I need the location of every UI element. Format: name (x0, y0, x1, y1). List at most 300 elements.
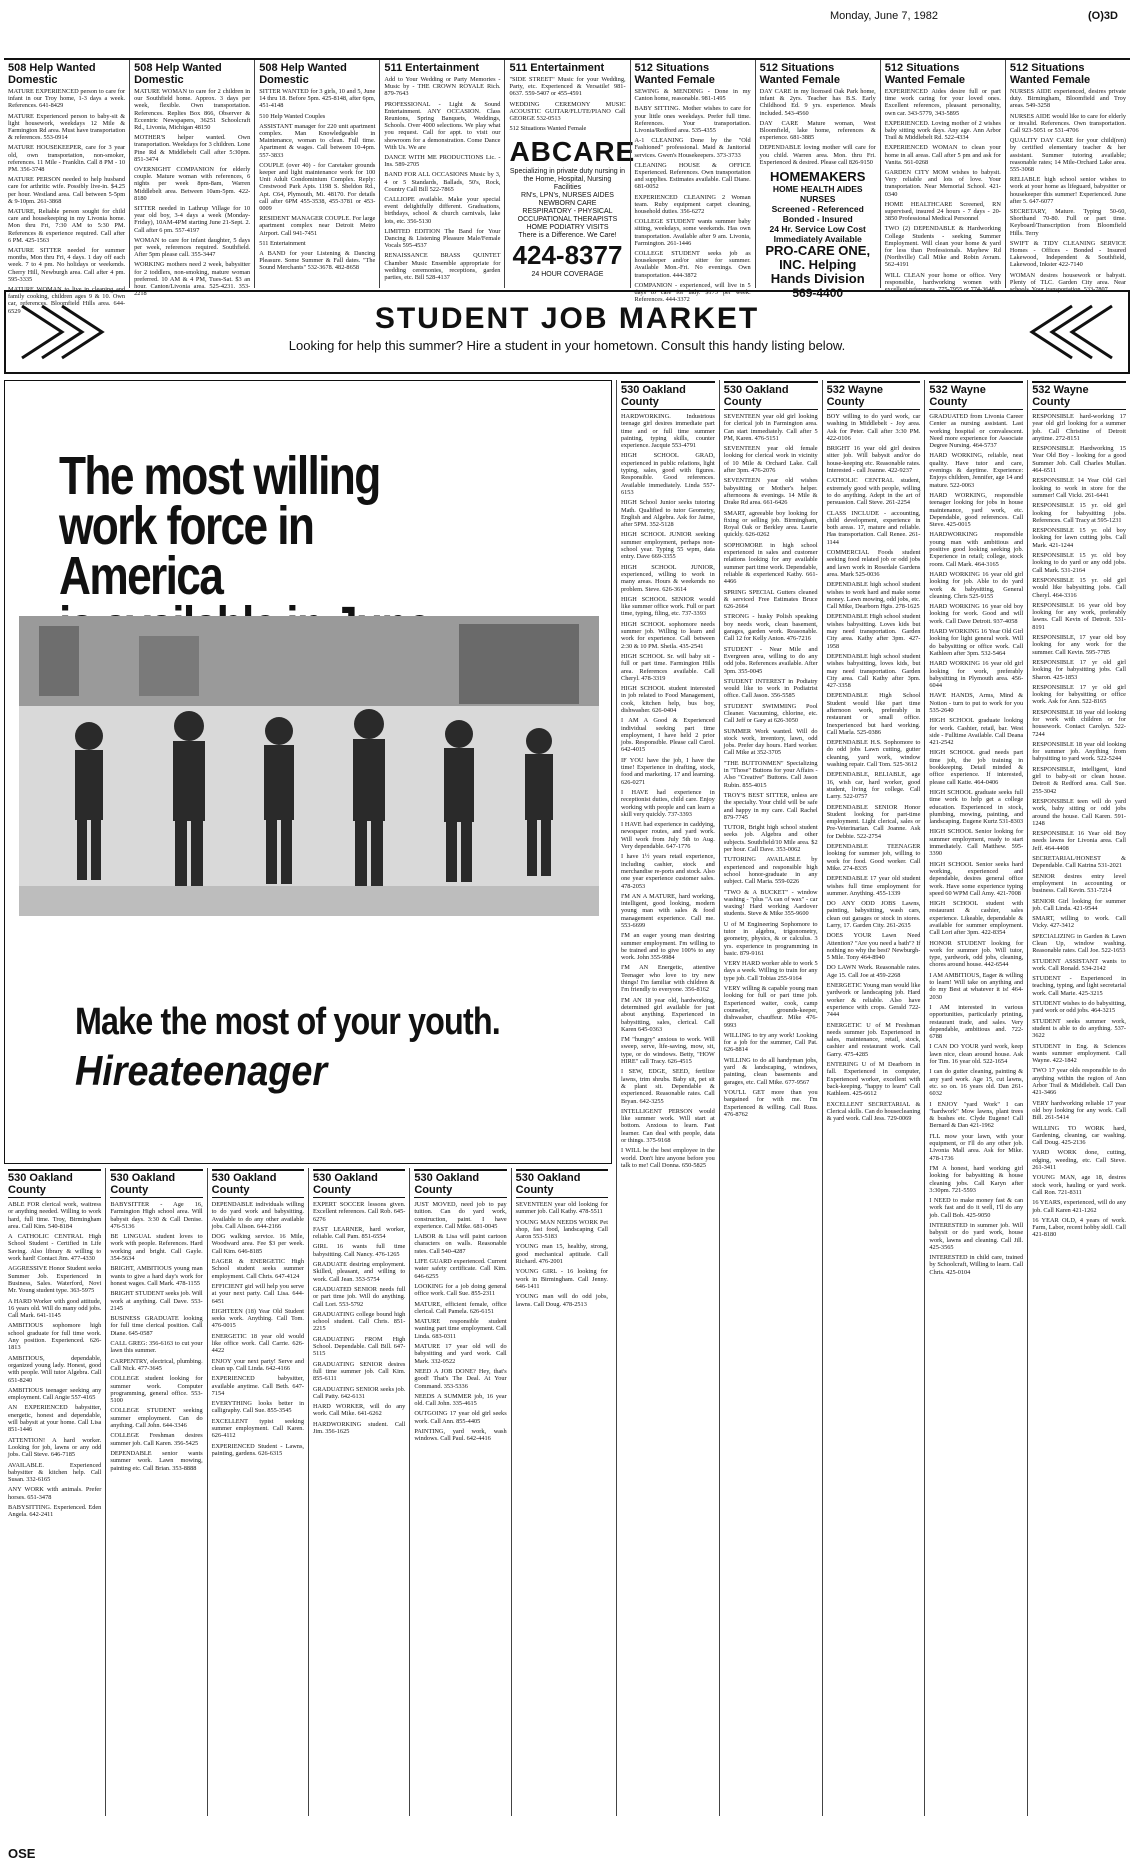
student-ad: DEPENDABLE H.S. Sophomore to do odd jobs Lawn cutting, gutter cleaning, yard work, window washing repair. Call Tom. 525-3612 (826, 739, 921, 769)
student-ad: MATURE responsible student wanting part time employment. Call Linda. 683-0311 (414, 1318, 507, 1340)
student-ad: RESPONSIBLE 17 yr old girl looking for babysitting or office work. Ask for Ann. 522-8165 (1032, 683, 1126, 706)
student-ad: SEVENTEEN year old girl looking for clerical job in Farmington area. Can start immediately. Call after 5 PM, Karen. 476-5151 (723, 413, 818, 442)
student-ad: BABYSITTING. Experienced. Eden Angela. 642-2411 (8, 1503, 102, 1519)
classified-ad: MATURE WOMAN to live in cleaning and family cooking, children ages 9 & 10. Own car, references. Bloomfield Hills area. 644-6529 (8, 286, 126, 315)
column-number: 512 (884, 62, 904, 74)
display-ad-line: HOME PODIATRY VISITS (526, 224, 609, 232)
student-ad: SENIOR desires entry level employment in accounting or business. Call Kevin. 531-7214 (1032, 872, 1126, 895)
classified-column (755, 60, 880, 301)
banner-decoration-right-icon (1022, 296, 1122, 368)
classified-ad: WORKING mothers need 2 week, babysitter for 2 toddlers, non-smoking, mature woman preferred. 10 AM & 4 PM, Tues-Sat. $3 an hour. Canton/Livonia area. 525-4231. 353-2218 (134, 261, 251, 298)
student-ad: ABLE FOR clerical work, waitress or anything needed. Willing to work hard, full time. Troy, Birmingham area. Call Kim. 540-8184 (8, 1201, 102, 1230)
column-title: Situations Wanted Female (1009, 62, 1091, 86)
display-ad-phone: 569-4400 (792, 286, 844, 301)
listing-heading: 530 Oakland County (8, 1169, 101, 1198)
student-ad: AGGRESSIVE Honor Student seeks Summer Job. Experienced in Business, Sales. Waterford, Novi Mr. Young student type. 363-5975 (8, 1265, 102, 1295)
student-ad: STUDENT ASSISTANT wants to work. Call Ronald. 534-2142 (1032, 957, 1126, 972)
student-ad: COLLEGE student looking for summer work. Computer programming, general office. 553-5100 (110, 1375, 203, 1405)
student-ad: SEVENTEEN year old looking for summer job. Call Kathy. 478-5511 (515, 1201, 608, 1216)
student-ad: EXCELLENT typist seeking summer employment. Call Karen. 626-4112 (211, 1417, 304, 1440)
classified-ad: EXPERIENCED WOMAN to clean your home in all areas. Call after 5 pm and ask for Vanita. 561-0268 (884, 144, 1001, 166)
display-ad-line: OCCUPATIONAL THERAPISTS (517, 216, 618, 224)
column-heading (8, 62, 125, 86)
classified-ad: RESIDENT MANAGER COUPLE. For large apartment complex near Detroit Metro Airport. Call 941-7451 (259, 215, 376, 237)
classified-ad: MATURE PERSON needed to help husband care for arthritic wife. Possibly live-in. $4.25 per hour. Westland area. Call between 5-5pm & 9-10pm. 261-3868 (8, 176, 126, 205)
student-ad: AMBITIOUS, dependable, organized young lady. Honest, good with people. Will tutor Algebra. Call 651-8240 (8, 1354, 102, 1384)
classified-ad: SITTER WANTED for 3 girls, 10 and 5, June 14 thru 18. Before 5pm. 425-8148, after 6pm, 451-4148 (259, 88, 376, 110)
student-ad: RESPONSIBLE 18 year old looking for work with children or for housework. Contact Carolyn. 522-7244 (1032, 708, 1126, 738)
student-ad: OUTGOING 17 year old girl seeks work. Call Ann. 855-4405 (414, 1410, 507, 1425)
student-ad: I'M AN A MATURE, hard working, intelligent, good looking, modern young man with sales & food management experience. Call me. 553-6699 (621, 892, 715, 929)
student-ad: STUDENT - Near Mile and Evergreen area, willing to do any odd jobs. References available. After 3pm. 355-0045 (723, 645, 818, 675)
classified-ad: BABY SITTING. Mother wishes to care for your little ones weekdays. Prefer full time. References. Your transportation. Livonia/Redford area. 535-4355 (634, 105, 751, 135)
student-ad: HIGH SCHOOL grad needs part time job, the job training in bookkeeping. Detail minded & office experience. If interested, please call Katie. 464-0406 (929, 749, 1024, 786)
student-ad: ATTENTION! A hard worker. Looking for job, lawns or any odd jobs. Call Steve. 646-7185 (8, 1436, 102, 1459)
page-number: (O)3D (1088, 10, 1118, 22)
classified-ad: WEDDING CEREMONY MUSIC ACOUSTIC GUITAR/FLUTE/PIANO Call GEORGE 532-0513 (509, 100, 626, 123)
display-ad-phone: 424-8377 (512, 240, 623, 271)
student-listing-column (1027, 380, 1130, 1816)
classified-column (254, 60, 379, 288)
student-ad: HARD WORKING 16 year old boy looking for work. Good and will work. Call Dave Detroit. 937-4058 (929, 603, 1024, 625)
ad-tagline: Make the most of your youth. (75, 1001, 500, 1043)
classified-ad: EXPERIENCED CLEANING 2 Woman team. Ruby equipment carpet cleaning, household duties. 356-6272 (634, 193, 751, 216)
student-ad: TWO 17 year olds responsible to do anything within the region of Ann Arbor Trail & Middlebelt. Call Dan 421-3466 (1032, 1067, 1126, 1097)
classified-ad: SITTER needed in Lathrup Village for 10 year old boy, 3-4 days a week (Monday-Friday), 10AM-4PM starting June 21-Sept. 2. Call after 6 pm. 557-4197 (134, 205, 251, 234)
student-ad: ENERGETIC 18 year old would like office work. Call Carrie. 626-4422 (211, 1332, 304, 1355)
classified-ad: LIMITED EDITION The Band for Your Dancing & Listening Pleasure Male/Female Vocals 595-4537 (384, 227, 501, 250)
student-ad: VERY hardworking reliable 17 year old boy looking for any work. Call Bill. 261-5414 (1032, 1099, 1126, 1122)
classified-ad: WILL CLEAN your home or office. Very responsible, hardworking women with excellent references. 775-7955 or 774-3648 (884, 271, 1001, 294)
student-ad: DEPENDABLE High school student wishes babysitting. Loves kids but may need transportation. Garden City area. Kathy after 3pm. 427-1958 (826, 613, 921, 650)
classified-ad: CLEANING HOUSE & OFFICE Experienced. References. Own transportation and supplies. Estimates available. Call Diane. 681-0052 (634, 161, 751, 191)
student-ad: STUDENT - Experienced in teaching, typing, and light secretarial work. Call Marie. 425-3215 (1032, 975, 1126, 997)
student-ad: GRADUATING college bound high school student. Call Chris. 851-2215 (313, 1310, 406, 1333)
student-ad: LOOKING for a job doing general office work. Call Sue. 855-2311 (414, 1282, 507, 1298)
student-listing-column (308, 1168, 409, 1816)
student-ad: EVERYTHING looks better in calligraphy. Call Sue. 855-3545 (211, 1400, 304, 1415)
student-listing-column (822, 380, 925, 1816)
classified-ad: SECRETARY, Mature. Typing 50-60, Shorthand 70-80. Full or part time. Keyboard/Transcription from Bloomfield Hills. Terry (1009, 208, 1126, 237)
classified-ad: BAND FOR ALL OCCASIONS Music by 3, 4 or 5 Standards, Ballads, 50's, Rock, Country Call Bill 522-7865 (384, 171, 501, 193)
student-ad: WILLING to try any work! Looking for a job for the summer, Call Pat. 626-8814 (723, 1031, 818, 1054)
column-title: Help Wanted Domestic (259, 62, 347, 86)
student-ad: SOPHOMORE in high school experienced in sales and customer relations looking for any available summer part time work. Dependable, reliable & experienced Kathy. 661-4466 (723, 541, 818, 586)
footer-code: OSE (8, 1846, 36, 1861)
student-ad: GRADUATING FROM High School. Dependable. Call Bill. 647-5115 (313, 1335, 406, 1358)
classified-ad: DAY CARE Mature woman, West Bloomfield, lake home, references & experience. 681-3885 (759, 119, 876, 142)
student-ad: DOES YOUR Lawn Need Attention? "Are you need a bath"? If nothing no why the best? Newburgh-5 Mile. Tony 464-8940 (826, 932, 921, 962)
student-ad: JUST MOVED, need job to pay tuition. Can do yard work, construction, paint. I have experience. Call Mike. 681-0045 (414, 1201, 507, 1230)
student-ad: INTERESTED in summer job. Will babysit or do yard work, house work, lawns and cleaning. Call Jill. 425-3565 (929, 1221, 1024, 1251)
classified-column (129, 60, 254, 298)
student-ad: I AM A Good & Experienced individual seeking part time employment, I have held 2 prior jobs. Responsible. Please call Carol. 642-4015 (621, 717, 715, 754)
classified-ad: A BAND for your Listening & Dancing Pleasure. Some Summer & Fall dates. "The Sound Merchants" 532-3678. 482-8658 (259, 250, 376, 272)
student-ad: HIGH SCHOOL Sr. will baby sit - full or part time. Farmington Hills area. References available. Call Cheryl. 478-3319 (621, 652, 715, 682)
student-ad: I'M AN 18 year old, hardworking, determined girl available for just about anything. Experienced in babysitting, sales, clerical. Call Karen 645-0363 (621, 996, 715, 1033)
student-ad: NEEDS A SUMMER job, 16 year old. Call John. 335-4615 (414, 1392, 507, 1408)
column-title: Help Wanted Domestic (8, 62, 96, 86)
student-listings-section (4, 380, 1130, 1820)
student-ad: COLLEGE STUDENT seeking summer employment. Can do anything. Call John. 644-3346 (110, 1407, 203, 1430)
student-ad: HIGH SCHOOL student interested in job related to Food Management, cook, kitchen help, bus boy, dishwasher. 626-0404 (621, 685, 715, 714)
classified-ad: EXPERIENCED Aides desire full or part time work caring for your loved ones. Excellent references, pleasant personality, own car. 343-5779, 343-5895 (884, 88, 1001, 117)
student-ad: GRADUATED SENIOR needs full or part time job. Will do anything. Call Lori. 553-5792 (313, 1285, 406, 1308)
student-ad: YOUNG man 15, healthy, strong, good mechanical aptitude. Call Richard. 476-2001 (515, 1243, 608, 1266)
classified-column (630, 60, 755, 304)
student-ad: YOUNG MAN, age 18, desires stock work, hauling or yard work. Call Ron. 721-8311 (1032, 1174, 1126, 1196)
student-ad: AMBITIOUS sophomore high school graduate for full time work. Any position. Experienced. 626-1813 (8, 1322, 102, 1352)
student-ad: RESPONSIBLE 17 yr old girl looking for babysitting jobs. Call Sharon. 425-1853 (1032, 658, 1126, 681)
classified-ad: COUPLE (over 40) - for Caretaker grounds keeper and light maintenance work for 100 Unit Adult Condominium Complex. Reply: Crestwood Park Apts. 1198 S. Sheldon Rd., Apt. C64, Plymouth, Mi. 48170. For details call after 6PM 455-3538, 455-3781 or 453-0009 (259, 161, 376, 213)
classified-ad: EXPERIENCED. Loving mother of 2 wishes baby sitting work days. Any age. Ann Arbor Trail & Middlebelt Rd. 522-4334 (884, 119, 1001, 142)
student-ad: 16 YEAR OLD, 4 years of work. Farm, Labor, recent hobby skill. Call 421-8180 (1032, 1216, 1126, 1239)
student-ad: RESPONSIBLE 15 yr. old boy looking for lawn cutting jobs. Call Mark. 421-1244 (1032, 527, 1126, 549)
student-ad: LIFE GUARD experienced. Current water safety certificate. Call Kim. 646-6255 (414, 1258, 507, 1280)
classified-ad: OVERNIGHT COMPANION for elderly couple. Mature woman with references, 6 nights per week 8pm-8am, Warren Middlebelt area. Between 10am-5pm. 422-8180 (134, 166, 251, 202)
display-ad-line: Bonded - Insured (782, 214, 853, 225)
student-ad: YARD WORK done, cutting, edging, weeding, etc. Call Steve. 261-3411 (1032, 1149, 1126, 1172)
student-ad: GRADUATING SENIOR desires full time summer job. Call Kim. 855-6111 (313, 1360, 406, 1383)
column-title: Situations Wanted Female (634, 62, 715, 86)
student-ad: RESPONSIBLE teen will do yard work, baby sitting or odd jobs around the house. Call Karen. 591-1248 (1032, 797, 1126, 827)
student-ad: I HAVE had experience in caddying, newspaper routes, and yard work. Will work from July 5th to Aug. Very dependable. 647-1776 (621, 821, 715, 851)
classified-ad: SWIFT & TIDY CLEANING SERVICE Homes - Offices - Bonded - Insured Lakewood, Independent & Southfield, Lakewood, Inkster 422-7140 (1009, 239, 1126, 269)
display-ad-line: RESPIRATORY - PHYSICAL (522, 208, 613, 216)
student-ad: "THE BUTTONMEN" Specializing in "Those" Buttons for your Affairs - Also "Creative" Buttons. Call Jason Rubin. 855-4015 (723, 759, 818, 789)
student-ad: SMART, willing to work. Call Vicky. 427-3412 (1032, 915, 1126, 930)
classified-ad: MOTHER'S helper wanted. Own transportation. Weekdays for 3 children. Lone Pine Rd & Middlebelt Call after 5:30pm. 851-3474 (134, 134, 251, 163)
display-ad (760, 170, 876, 300)
student-ad: STUDENT in Eng. & Sciences wants summer employment. Call Wayne. 422-1842 (1032, 1042, 1126, 1065)
listing-heading: 532 Wayne County (1032, 381, 1126, 410)
student-listing-column (719, 380, 822, 1816)
student-ad: I ENJOY "yard Work" I can "hardwork" Mow lawns, plant trees & bushes etc. Clyde Eugene! Call Bernard & Dan 421-1962 (929, 1100, 1024, 1130)
student-ad: EAGER & ENERGETIC High School student seeks summer employment. Call Chris. 647-4124 (211, 1258, 304, 1280)
student-ad: BUSINESS GRADUATE looking for full time clerical position. Call Diane. 645-0587 (110, 1315, 203, 1337)
display-ad-line: RN's, LPN's, NURSES AIDES (521, 192, 614, 200)
column-title: Help Wanted Domestic (134, 62, 222, 86)
classified-column (4, 60, 129, 315)
student-ad: RESPONSIBLE 15 yr. old boy looking to do yard or any odd jobs. Call Mark. 531-2164 (1032, 552, 1126, 574)
listing-heading: 530 Oakland County (414, 1169, 506, 1198)
student-ad: HARDWORKING. Industrious teenage girl desires immediate part time and or full time summer painting, typing skills, counter experience. Jacquie 553-4791 (621, 413, 715, 450)
banner-decoration-left-icon (12, 296, 112, 368)
student-ad: HARD WORKING 16 Year Old Girl looking for light general work. Will do babysitting or office work. Call Kathleen after 3pm. 532-5464 (929, 628, 1024, 657)
student-ad: 16 YEARS, experienced, will do any job. Call Karen 421-1262 (1032, 1199, 1126, 1214)
student-ad: YOUNG MAN NEEDS WORK Pet shop, fast food, landscaping Call Aaron 553-5183 (515, 1218, 608, 1241)
student-ad: DEPENDABLE senior wants summer work. Lawn mowing, painting etc. Call Brian. 353-8888 (110, 1449, 203, 1472)
student-ad: CALL GREG: 356-6163 to cut your lawn this summer. (110, 1340, 203, 1355)
classified-column (504, 60, 636, 288)
listing-heading: 530 Oakland County (621, 381, 715, 410)
display-ad-foot: PRO-CARE ONE, INC. Helping Hands Division (765, 243, 871, 287)
column-number: 512 (634, 62, 653, 74)
student-ad: HARD WORKER, will do any work. Call Mike. 641-6262 (313, 1403, 406, 1418)
ad-headline-line-1: The most willing (59, 446, 380, 506)
student-ad: EXPERIENCED babysitter, available anytime. Call Beth. 647-7154 (211, 1375, 304, 1397)
student-ad: DEPENDABLE TEENAGER looking for summer job, willing to work for food. Good worker. Call Mike. 274-8335 (826, 843, 921, 872)
student-ad: EFFICIENT girl will help you serve at your next party. Call Lisa. 644-6451 (211, 1282, 304, 1305)
classified-ad: PROFESSIONAL - Light & Sound Entertainment. ANY OCCASION. Class Reunions, Spring Banquets, Weddings, Schools. Over 4000 selections. We play what you request. Call for appt. to visit our showroom for a demonstration. Come Dance With Us. We are (384, 100, 501, 151)
column-number: 512 (1009, 62, 1029, 74)
student-ad: YOU'LL GET more than you bargained for with me. I'm Experienced & willing. Call Russ. 476-8762 (723, 1088, 818, 1118)
display-ad (509, 136, 636, 279)
classified-ad: 510 Help Wanted Couples (259, 112, 326, 120)
banner-subtitle: Looking for help this summer? Hire a student in your hometown. Consult this handy listing below. (288, 338, 846, 353)
student-ad: RESPONSIBLE, intelligent, kind girl to baby-sit or clean house. Detroit & Redford area. Call Sue. 255-3042 (1032, 765, 1126, 795)
student-job-market-banner (4, 290, 1130, 374)
classified-ad: NURSES AIDE would like to care for elderly or invalid. References. Own transportation. Call 923-5051 or 531-4706 (1009, 112, 1126, 135)
student-ad: EIGHTEEN (18) Year Old Student seeks work. Anything. Call Tom. 476-0015 (211, 1307, 304, 1330)
classified-ad: RENAISSANCE BRASS QUINTET Chamber Music Ensemble appropriate for wedding ceremonies, receptions, garden parties, etc. Bill 528-4137 (384, 252, 501, 282)
column-heading (885, 62, 1001, 86)
student-ad: HIGH SCHOOL JUNIOR seeking summer employment, perhaps non-school year. Typing 55 wpm, data entry. Dave 669-3355 (621, 531, 715, 561)
student-ad: I AM AMBITIOUS, Eager & willing to learn! Will take on anything and do my Best at whatever it is! 464-2030 (929, 971, 1024, 1001)
student-ad: I CAN DO YOUR yard work, keep lawn nice, clean around house. Ask for Tim. 16 year old. 522-1654 (929, 1043, 1024, 1066)
student-ad: AN EXPERIENCED babysitter, energetic, honest and dependable, will babysit at your home. Call Lisa 851-1446 (8, 1404, 102, 1434)
classified-ad: COLLEGE STUDENT seeks job as housekeeper and/or sitter for summer. Available Mon.-Fri. No evenings. Own transportation. 444-3872 (634, 250, 751, 279)
student-ad: STUDENT seeks summer work, student is able to do anything. 537-3622 (1032, 1017, 1126, 1040)
classified-ad: "SIDE STREET" Music for your Wedding, Party, etc. Experienced & Versatile! 981-0637. 559-5407 or 455-4591 (509, 76, 626, 98)
classified-ad: COLLEGE STUDENT wants summer baby sitting, weekdays, some weekends. Has own transportation. Available after 9 am. Livonia, Farmington. 261-1446 (634, 218, 751, 247)
student-ad: HIGH SCHOOL Senior seeks hard working, experienced and dependable, desires general office work. Have some experience typing speed 60 WPM Call Amy. 421-7008 (929, 860, 1024, 897)
student-ad: DEPENDABLE individuals willing to do yard work and babysitting. Available to do any other available jobs. Call Alison. 644-2166 (211, 1201, 304, 1230)
banner-title: STUDENT JOB MARKET (374, 302, 760, 335)
student-ad: DEPENDABLE high school student wishes to work hard and make some money. Lawn mowing, odd jobs, etc. Call Mike, Dearborn Hgts. 278-1625 (826, 581, 921, 611)
student-ad: CARPENTRY, electrical, plumbing. Call Nick. 477-3645 (110, 1357, 203, 1372)
student-ad: SPRING SPECIAL Gutters cleaned & serviced Free Estimates Bruce 626-2664 (723, 588, 818, 611)
student-ad: VERY HARD worker able to work 5 days a week. Willing to train for any type job. Call Tobias 255-9164 (723, 960, 818, 982)
student-ad: I HAVE had experience in receptionist duties, child care. Enjoy working with people and can learn a skill very quickly. 737-3393 (621, 788, 715, 818)
classified-ad: Add to Your Wedding or Party Memories - Music by - THE CROWN ROYALE Rich. 879-7643 (384, 76, 501, 98)
student-ad: HAVE HANDS, Arms, Mind & Notion - turn to put to work for you 535-2640 (929, 692, 1024, 714)
classified-ad: MATURE HOUSEKEEPER, care for 3 year old, own transportation, non-smoker, references. 11 Mile - Franklin. Call 8 PM - 10 PM. 356-3748 (8, 144, 126, 174)
student-ad: BE LINGUAL student loves to work with people. References. Hard working and bright. Call Gayle. 354-5634 (110, 1233, 203, 1263)
display-ad-name: ABCARE (509, 136, 636, 168)
classified-top-band (4, 58, 1130, 315)
student-ad: I SEW, EDGE, SEED, fertilize lawns, trim shrubs. Baby sit, pet sit & plant sit. Dependable & experienced. Reasonable rates. Call Bryan. 642-3255 (621, 1068, 715, 1105)
student-ad: I AM interested in various opportunities, particularly printing, restaurant trade, and sales. Very dependable, ambitious and. 722-6788 (929, 1003, 1024, 1041)
classified-column (880, 60, 1005, 294)
student-ad: SENIOR Girl looking for summer job. Call Linda. 421-9544 (1032, 897, 1126, 912)
column-number: 511 (384, 62, 403, 74)
display-ad-line: Specializing in private duty nursing in the Home, Hospital, Nursing Facilities (509, 168, 626, 192)
student-ad: RESPONSIBLE 15 yr. old girl would like babysitting jobs. Call Cheryl. 464-3316 (1032, 576, 1126, 599)
column-number: 511 (509, 62, 528, 74)
display-ad-line: Immediately Available (773, 234, 862, 245)
classified-ad: TWO (2) DEPENDABLE & Hardworking College Students - seeking Summer Employment. Will clean your home & yard for less than Professionals. Mayhew Rd (Northville) Call Mike and Robin Avram. 562-4191 (884, 225, 1001, 269)
student-ad: MATURE 17 year old will do babysitting and yard work. Call Mark. 332-0522 (414, 1343, 507, 1365)
student-ad: I'M A honest, hard working girl looking for babysitting & house cleaning jobs. Call Karyn after 3:30pm. 721-5593 (929, 1164, 1024, 1194)
student-ad: I WILL be the best employee in the world. Don't hire anyone before you talk to me! Call Donna. 650-5825 (621, 1147, 715, 1169)
student-ad: HARD WORKING 16 year old girl looking for work, preferably babysitting in Plymouth area. 456-6044 (929, 660, 1024, 690)
student-ad: I have 1½ years retail experience, including cashier, stock and merchandise re-ports and stock. Also one year experience customer sales. 478-2053 (621, 853, 715, 890)
classified-ad: 512 Situations Wanted Female (509, 125, 587, 133)
student-ad: "TWO & A BUCKET" - window washing - "plus "A can of wax" - car waxing! Hard working Aardover students. Steve & Mike 355-9600 (723, 888, 818, 918)
column-heading (760, 62, 876, 86)
column-number: 508 (134, 62, 153, 74)
classified-ad: NURSES AIDE experienced, desires private duty. Birmingham, Bloomfield and Troy areas. 549-3258 (1009, 88, 1126, 110)
column-title: Entertainment (530, 62, 605, 74)
student-ad: BRIGHT 16 year old girl desires sitter job. Will babysit and/or do house-keeping etc. Reasonable rates. Interested - call Joanne. 422-9237 (826, 445, 921, 475)
student-ad: EXPERIENCED Student - Lawns, painting, gardens. 626-6315 (211, 1442, 304, 1457)
student-ad: DEPENDABLE high school student wishes babysitting, loves kids, but may need transportation. Garden City area. Call Kathy after 3pm. 427-3358 (826, 652, 921, 690)
student-ad: INTERESTED in child care, trained by Schoolcraft, Willing to learn. Call Chris. 425-0104 (929, 1254, 1024, 1276)
student-ad: DO ANY ODD JOBS Lawns, painting, babysitting, wash cars, clean out garages or stock in stores. Larry, 17. Garden City. 261-2635 (826, 900, 921, 929)
student-ad: IF YOU have the job, I have the time! Experience in drafting, stock, food and marketing. 17 and learning. 626-0271 (621, 756, 715, 786)
classified-ad: MATURE WOMAN to care for 2 children in our Southfield home. Approx. 3 days per week, flexible. Own transportation. References. Replies Box 866, Observer & Eccentric Newspapers, 36251 Schoolcraft Rd., Livonia, Michigan 48150 (134, 88, 251, 132)
student-ad: SEVENTEEN year old wishes babysitting or Mother's helper. afternoons & evenings. 14 Mile & Drake Rd area. 661-6426 (723, 477, 818, 507)
student-ad: U of M Engineering Sophomore to tutor in algebra, trigonometry, geometry, physics, & or calculus. 3 yrs. experience in programming in basic. 879-9161 (723, 920, 818, 957)
student-ad: I'M "hungry" anxious to work. Will sweep, serve, life-saving, mow, sit, type, or do windows. Betty, "HOW HIRE" call Tracy. 626-4515 (621, 1036, 715, 1066)
classified-ad: MATURE SITTER needed for summer months, Mon thru Fri, 4 days. 1 day off each week. 7 to 4 pm. No holidays or weekends. Cherry Hill, Newburgh area. Call after 4 pm. 595-3335 (8, 247, 126, 283)
column-number: 512 (759, 62, 779, 74)
issue-date: Monday, June 7, 1982 (830, 10, 939, 22)
student-ad: VERY willing & capable young man looking for full or part time job. Experienced waiter, cook, camp counselor, grounds-keeper, dishwasher, chauffeur. Mike 476-9993 (723, 985, 818, 1029)
student-ad: RESPONSIBLE 16 year old boy looking for any work, preferably lawns. Call Kevin of Detroit. 531-8191 (1032, 601, 1126, 631)
student-ad: RESPONSIBLE Hardworking 15 Year Old Boy - looking for a good Summer Job. Call Charles Mullan. 464-6511 (1032, 445, 1126, 475)
classified-column (1005, 60, 1130, 294)
student-ad: STRONG - husky Polish speaking boy needs work, clean basement, garages, garden work. Reasonable. Call 12 for Kelly Anton. 476-7216 (723, 613, 818, 643)
classified-ad: CALLIOPE available. Make your special event delightfully different. Graduations, birthdays, school & church carnivals, lake lots, etc. 356-5130 (384, 196, 501, 225)
student-ad: I can do gutter cleaning, painting & any yard work. Age 15, cut lawns, etc. so on. 16 years old. Dan 261-6032 (929, 1068, 1024, 1098)
listing-heading: 532 Wayne County (827, 381, 921, 410)
display-ad-line: There is a Difference. We Care! (518, 232, 617, 240)
student-ad: A CATHOLIC CENTRAL High School Student - Certified in Life Saving. Also library & willing to work hard! Contact Jim. 477-4330 (8, 1233, 102, 1263)
classified-ad: MATURE, Reliable person sought for child care and housekeeping in my Livonia home. Mon thru Fri, 7:30 AM to 5:30 PM. References & experience required. Call after 6 PM. 425-1563 (8, 208, 126, 244)
student-ad: DEPENDABLE, RELIABLE, age 16, wish car, hard worker, good student, living for college. Call Larry. 522-0757 (826, 771, 921, 801)
column-heading (635, 62, 751, 86)
student-ad: RESPONSIBLE hard-working 17 year old girl looking for a summer job. Call Christine of Detroit anytime. 272-8151 (1032, 413, 1126, 442)
student-ad: WILLING TO WORK hard, Gardening, cleaning, car washing. Call Doug. 425-2136 (1032, 1124, 1126, 1147)
student-ad: I'LL mow your lawn, with your equipment, or I'll do any other job. Livonia Mall area. Ask for Mike. 478-1736 (929, 1132, 1024, 1162)
display-ad-line: Screened - Referenced (771, 204, 864, 215)
student-ad: RESPONSIBLE 16 Year old Boy needs lawns for Livonia area. Call Jeff. 464-4408 (1032, 830, 1126, 852)
student-ad: HARDWORKING responsible young man with ambitious and positive good looking seeking job. Experience in retail; college, stock room. Call Mark. 464-3165 (929, 531, 1024, 568)
student-listing-column (105, 1168, 206, 1816)
column-heading (134, 62, 250, 86)
student-ad: DO LAWN Work. Reasonable rates. Age 15. Call Joe at 459-2268 (826, 964, 921, 979)
student-ad: PAINTING, yard work, wash windows. Call Paul. 642-4416 (414, 1428, 507, 1443)
student-ad: INTELLIGENT PERSON would like summer work. Will start at bottom. Anxious to learn. Fast learner. Can deal with people, data or things. 375-9168 (621, 1107, 715, 1145)
listing-heading: 532 Wayne County (929, 381, 1023, 410)
column-title: Situations Wanted Female (759, 62, 840, 86)
student-ad: TROY'S BEST SITTER, unless are the specialty. Your child will be safe and happy in my care. Call Rachel 879-7745 (723, 791, 818, 821)
student-ad: HONOR STUDENT looking for work for summer job. Will tutor, type, yardwork, odd jobs, cleaning, chores around house. 442-6544 (929, 939, 1024, 969)
student-ad: EXPERT SOCCER lessons given. Excellent references. Call Rob. 645-6276 (313, 1201, 406, 1223)
classified-ad: WOMAN to care for infant daughter, 5 days per week, references required. Southfield. After 5pm please call. 355-3447 (134, 236, 251, 259)
student-listing-column (207, 1168, 308, 1816)
student-ad: HIGH SCHOOL SENIOR would like summer office work. Full or part time, typing, filing, etc. 737-3393 (621, 595, 715, 618)
student-ad: ENTERING U of M Dearborn in fall. Experienced in computer, Experienced worker, excellent with back-keeping. "happy to learn" Call Kathleen. 425-6612 (826, 1061, 921, 1098)
student-ad: BRIGHT, AMBITIOUS young man wants to give a hard day's work for honest wages. Call Mark. 478-1155 (110, 1265, 203, 1287)
display-ad-line: 24 Hr. Service Low Cost (769, 224, 866, 235)
student-ad: COMMERCIAL Foods student seeking food related job or odd jobs and lawn work in Rosedale Gardens area. Mark 525-0036 (826, 549, 921, 578)
student-ad: HIGH School Junior seeks tutoring Math. Qualified to tutor Geometry, English and Algebra. Ask for Jaime, after 5PM. 352-5128 (621, 499, 715, 529)
classified-ad: COMPANION - experienced, will live in 5 days to care for lady. $175 per week. References. 444-3372 (634, 281, 751, 304)
student-listing-column (616, 380, 719, 1816)
column-title: Entertainment (405, 62, 480, 74)
student-ad: A HARD Worker with good attitude, 16 years old. Will do many odd jobs. Call Mark. 641-1145 (8, 1297, 102, 1320)
listing-heading: 530 Oakland County (724, 381, 818, 410)
student-ad: DEPENDABLE 17 year old student wishes full time employment for summer. Anything. 455-1339 (826, 875, 921, 897)
display-ad-line: HOME HEALTH AIDES (772, 184, 863, 195)
classified-ad: GARDEN CITY MOM wishes to babysit. Very reliable and lots of love. Your transportation. Near Memorial School. 421-0340 (884, 169, 1001, 198)
student-ad: RESPONSIBLE 15 yr. old girl looking for babysitting jobs. References. Call Tracy at 595-1231 (1032, 502, 1126, 524)
student-ad: FAST LEARNER, hard worker, reliable. Call Pam. 851-6554 (313, 1225, 406, 1241)
student-ad: NEED A JOB DONE? Hey, that's good! That's The Deal. At Your Command. 353-5336 (414, 1367, 507, 1390)
student-ad: ANY WORK with animals. Prefer horses. 651-3478 (8, 1486, 102, 1501)
column-heading (509, 62, 625, 74)
classified-ad: MATURE Experienced person to baby-sit & light housework, weekdays 12 Mile & Farmington Rd area. Must have transportation & references. 553-0914 (8, 112, 126, 142)
student-ad: CLASS INCLUDE - accounting, child development, experience in both areas. 17, mature and reliable. Has transportation. Call Renee. 261-1144 (826, 509, 921, 546)
student-ad: YOUNG GIRL - 16 looking for work in Birmingham. Call Jenny. 646-1411 (515, 1268, 608, 1290)
student-ad: HARDWORKING student. Call Jim. 356-1625 (313, 1420, 406, 1436)
student-ad: SPECIALIZING in Garden & Lawn Clean Up, window washing. Reasonable rates. Call Joe. 522-1653 (1032, 932, 1126, 955)
column-heading (384, 62, 500, 74)
classified-ad: QUALITY DAY CARE for your child(ren) by certified elementary teacher & her assistant. Summer tutoring available; reasonable rates; 14 Mile-Orchard Lake area. 555-3068 (1009, 137, 1126, 174)
ad-slogan: Hireateenager (75, 1047, 328, 1094)
hire-a-teenager-ad (4, 380, 612, 1164)
student-ad: TUTORING AVAILABLE by experienced and responsible high school honor-graduate in any subject. Call Maria. 559-0226 (723, 856, 818, 886)
student-ad: HIGH SCHOOL graduate seeks full time work to help get a college education. Experienced in stock, plumbing, mowing, painting, and landscaping. Eugene Kurtz 531-8303 (929, 788, 1024, 826)
student-listing-column (4, 1168, 105, 1816)
classified-ad: HOME HEALTHCARE Screened, RN supervised, insured 24 hours - 7 days - 20-3850 Professional Medical Personnel (884, 200, 1001, 223)
column-heading (259, 62, 375, 86)
student-ad: GRADUATING SENIOR seeks job. Call Patty. 642-6131 (313, 1385, 406, 1400)
display-ad-line: NEWBORN CARE (538, 200, 597, 208)
student-ad: WILLING to do all handyman jobs, yard & landscaping, windows, painting, clean basements and garages, etc. Call Mike. 677-9567 (723, 1056, 818, 1086)
student-ad: AMBITIOUS teenager seeking any employment. Call Angie 557-4165 (8, 1386, 102, 1402)
listing-heading: 530 Oakland County (110, 1169, 202, 1198)
student-ad: I'M AN Energetic, attentive Teenager who love to try new things! I'm familiar with children & I'm friendly to everyone. 356-8162 (621, 964, 715, 994)
column-title: Situations Wanted Female (884, 62, 966, 86)
student-ad: AVAILABLE. Experienced babysitter & kitchen help. Call Susan. 332-6165 (8, 1461, 102, 1484)
student-ad: GRADUATE desiring employment. Skilled, pleasant, and willing to work. Call Jean. 353-5754 (313, 1261, 406, 1283)
student-ad: BABYSITTER - Age 16, Farmington High school area. Will babysit days. 3:30 & Call Denise. 476-5136 (110, 1201, 203, 1230)
student-ad: ENJOY your next party! Serve and clean up. Call Linda. 642-4166 (211, 1357, 304, 1372)
student-ad: TUTOR, Bright high school student seeks job. Algebra and other subjects. Southfield/10 Mile area. $2 per hour. Call Dave. 353-0062 (723, 824, 818, 854)
student-ad: SEVENTEEN year old female looking for clerical work in vicinity of 10 Mile & Orchard Lake. Call after 3pm. 476-2076 (723, 445, 818, 475)
display-ad-line: NURSES (799, 194, 836, 205)
students-photo (19, 616, 599, 916)
listing-heading: 530 Oakland County (212, 1169, 304, 1198)
student-ad: STUDENT wishes to do babysitting, yard work or odd jobs. 464-3215 (1032, 1000, 1126, 1015)
student-ad: HARD WORKING, responsible teenager looking for jobs in house maintenance, yard work, etc. Dependable, good references. Call Steve. 425-0015 (929, 491, 1024, 529)
student-ad: RESPONSIBLE 18 year old looking for summer job. Anything from babysitting to yard work. 522-5244 (1032, 740, 1126, 763)
column-heading (1010, 62, 1126, 86)
column-number: 508 (8, 62, 27, 74)
listing-heading: 530 Oakland County (313, 1169, 405, 1198)
student-ad: HIGH SCHOOL Senior looking for summer employment, ready to start immediately. Call Matthew. 595-3390 (929, 828, 1024, 858)
student-ad: DEPENDABLE High School Student would like part time afternoon work, preferably in restaurant or small office. Inexperienced but hard working. Call Marla. 525-0386 (826, 692, 921, 736)
student-ad: HIGH SCHOOL student with restaurant & cashier, sales experience. Likeable, dependable & available for summer employment. Call Lori after 3pm. 422-8354 (929, 900, 1024, 937)
student-ad: EXCELLENT SECRETARIAL & Clerical skills. Can do housecleaning & yard work. Call Jess. 729-0069 (826, 1100, 921, 1123)
student-ad: COLLEGE Freshman desires summer job. Call Karen. 356-5425 (110, 1432, 203, 1447)
student-ad: HIGH SCHOOL sophomore needs summer job. Willing to learn and work for experience. Call between 2:30 & 10 PM. Sheila. 435-2541 (621, 620, 715, 650)
student-listing-column (924, 380, 1027, 1816)
student-ad: MATURE, efficient female, office clerical. Call Pamela. 626-6151 (414, 1300, 507, 1315)
classified-ad: 511 Entertainment (259, 239, 306, 247)
student-ad: HARD WORKING, reliable, neat quality. Have tutor and care, evenings & daytime. Experience: Enjoys children, Jennifer, age 14 and mature. 522-0063 (929, 452, 1024, 489)
student-ad: STUDENT SWIMMING Pool Cleaner. Vacuuming, chlorine, etc. Call Jeff or Gary at 626-3050 (723, 702, 818, 725)
student-ad: LABOR & Lisa will paint cartoon characters on walls. Reasonable rates. Call 540-4287 (414, 1233, 507, 1255)
student-ad: RESPONSIBLE, 17 year old boy looking for any work for the summer. Call Kevin. 595-7785 (1032, 634, 1126, 656)
student-ad: BRIGHT STUDENT seeks job. Will work at anything. Call Dave. 553-2145 (110, 1290, 203, 1312)
classified-ad: DAY CARE in my licensed Oak Park home, infant & 2yrs. Teacher has B.S. Early Childhood Ed. 9 yrs. experience. Meals included. 543-4560 (759, 88, 876, 117)
student-ad: DEPENDABLE SENIOR Honor Student looking for part-time employment. Light clerical, sales or Pre-Veterinarian. Call Joanne. Ask for Debbie. 522-2754 (826, 803, 921, 840)
